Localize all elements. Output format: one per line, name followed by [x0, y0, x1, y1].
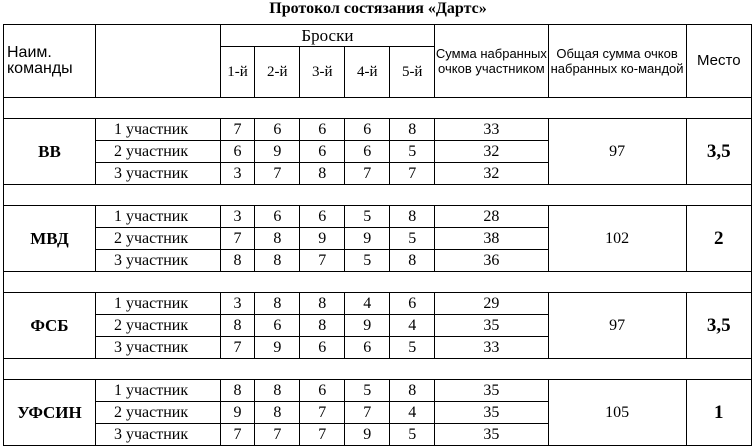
player-sum: 38: [435, 228, 548, 250]
throw-score: 8: [255, 228, 300, 250]
player-sum: 35: [435, 380, 548, 402]
team-name: УФСИН: [4, 380, 96, 446]
player-sum: 36: [435, 250, 548, 272]
throw-score: 7: [255, 424, 300, 446]
throw-score: 7: [220, 119, 255, 141]
team-total: 97: [548, 293, 686, 359]
player-sum: 32: [435, 163, 548, 185]
player-label: 1 участник: [95, 293, 220, 315]
throw-score: 8: [390, 380, 435, 402]
throw-score: 6: [255, 206, 300, 228]
team-total: 102: [548, 206, 686, 272]
throw-score: 8: [255, 380, 300, 402]
throw-score: 3: [220, 206, 255, 228]
header-throw-5: 5-й: [390, 47, 435, 98]
spacer-row: [4, 272, 752, 293]
player-sum: 33: [435, 119, 548, 141]
throw-score: 6: [255, 315, 300, 337]
throw-score: 7: [220, 337, 255, 359]
header-throw-2: 2-й: [255, 47, 300, 98]
throw-score: 8: [220, 315, 255, 337]
team-place: 3,5: [686, 119, 751, 185]
header-player-sum: Сумма набранных очков участником: [435, 25, 548, 98]
player-sum: 35: [435, 424, 548, 446]
player-row: [4, 206, 752, 228]
header-team: Наим. команды: [4, 25, 96, 98]
throw-score: 9: [255, 337, 300, 359]
header-throw-1: 1-й: [220, 47, 255, 98]
throw-score: 6: [345, 337, 390, 359]
throw-score: 7: [220, 424, 255, 446]
player-label: 1 участник: [95, 206, 220, 228]
throw-score: 6: [300, 380, 345, 402]
throw-score: 6: [255, 119, 300, 141]
player-row: [4, 293, 752, 315]
player-label: 2 участник: [95, 315, 220, 337]
throw-score: 4: [390, 315, 435, 337]
player-sum: 32: [435, 141, 548, 163]
header-throws: Броски: [220, 25, 435, 47]
spacer-row: [4, 98, 752, 119]
throw-score: 5: [345, 206, 390, 228]
player-label: 2 участник: [95, 141, 220, 163]
throw-score: 6: [390, 293, 435, 315]
header-throw-3: 3-й: [300, 47, 345, 98]
throw-score: 8: [300, 293, 345, 315]
throw-score: 6: [300, 337, 345, 359]
throw-score: 7: [345, 163, 390, 185]
throw-score: 4: [345, 293, 390, 315]
throw-score: 6: [345, 141, 390, 163]
team-name: МВД: [4, 206, 96, 272]
throw-score: 8: [220, 250, 255, 272]
throw-score: 8: [300, 163, 345, 185]
team-total: 105: [548, 380, 686, 446]
spacer-row: [4, 185, 752, 206]
team-place: 2: [686, 206, 751, 272]
spacer-row: [4, 359, 752, 380]
throw-score: 8: [255, 402, 300, 424]
throw-score: 9: [300, 228, 345, 250]
player-label: 3 участник: [95, 337, 220, 359]
spacer-cell: [4, 185, 752, 206]
team-place: 3,5: [686, 293, 751, 359]
throw-score: 6: [300, 206, 345, 228]
throw-score: 9: [345, 424, 390, 446]
throw-score: 3: [220, 163, 255, 185]
throw-score: 6: [300, 119, 345, 141]
throw-score: 5: [390, 141, 435, 163]
throw-score: 7: [220, 228, 255, 250]
throw-score: 7: [390, 163, 435, 185]
throw-score: 7: [300, 424, 345, 446]
player-label: 2 участник: [95, 402, 220, 424]
throw-score: 4: [390, 402, 435, 424]
throw-score: 5: [345, 250, 390, 272]
header-place: Место: [686, 25, 751, 98]
throw-score: 3: [220, 293, 255, 315]
throw-score: 9: [345, 228, 390, 250]
team-name: ФСБ: [4, 293, 96, 359]
spacer-cell: [4, 272, 752, 293]
player-label: 2 участник: [95, 228, 220, 250]
results-table: [3, 24, 752, 446]
throw-score: 8: [390, 206, 435, 228]
throw-score: 8: [255, 293, 300, 315]
player-label: 3 участник: [95, 424, 220, 446]
page-title: Протокол состязания «Дартс»: [269, 0, 487, 17]
throw-score: 8: [300, 315, 345, 337]
player-sum: 33: [435, 337, 548, 359]
player-sum: 29: [435, 293, 548, 315]
player-sum: 35: [435, 315, 548, 337]
player-sum: 35: [435, 402, 548, 424]
throw-score: 6: [345, 119, 390, 141]
player-row: [4, 119, 752, 141]
team-total: 97: [548, 119, 686, 185]
throw-score: 6: [300, 141, 345, 163]
team-place: 1: [686, 380, 751, 446]
header-blank: [95, 25, 220, 98]
throw-score: 7: [300, 402, 345, 424]
header-throw-4: 4-й: [345, 47, 390, 98]
throw-score: 6: [220, 141, 255, 163]
spacer-cell: [4, 359, 752, 380]
throw-score: 7: [255, 163, 300, 185]
player-label: 3 участник: [95, 163, 220, 185]
header-team-total: Общая сумма очков набранных ко-мандой: [548, 25, 686, 98]
throw-score: 8: [390, 250, 435, 272]
throw-score: 8: [220, 380, 255, 402]
team-name: ВВ: [4, 119, 96, 185]
throw-score: 9: [345, 315, 390, 337]
throw-score: 8: [255, 250, 300, 272]
throw-score: 5: [345, 380, 390, 402]
player-label: 1 участник: [95, 380, 220, 402]
throw-score: 8: [390, 119, 435, 141]
throw-score: 5: [390, 424, 435, 446]
spacer-cell: [4, 98, 752, 119]
throw-score: 5: [390, 337, 435, 359]
player-label: 3 участник: [95, 250, 220, 272]
throw-score: 7: [300, 250, 345, 272]
player-row: [4, 380, 752, 402]
player-label: 1 участник: [95, 119, 220, 141]
throw-score: 5: [390, 228, 435, 250]
throw-score: 7: [345, 402, 390, 424]
throw-score: 9: [220, 402, 255, 424]
player-sum: 28: [435, 206, 548, 228]
throw-score: 9: [255, 141, 300, 163]
